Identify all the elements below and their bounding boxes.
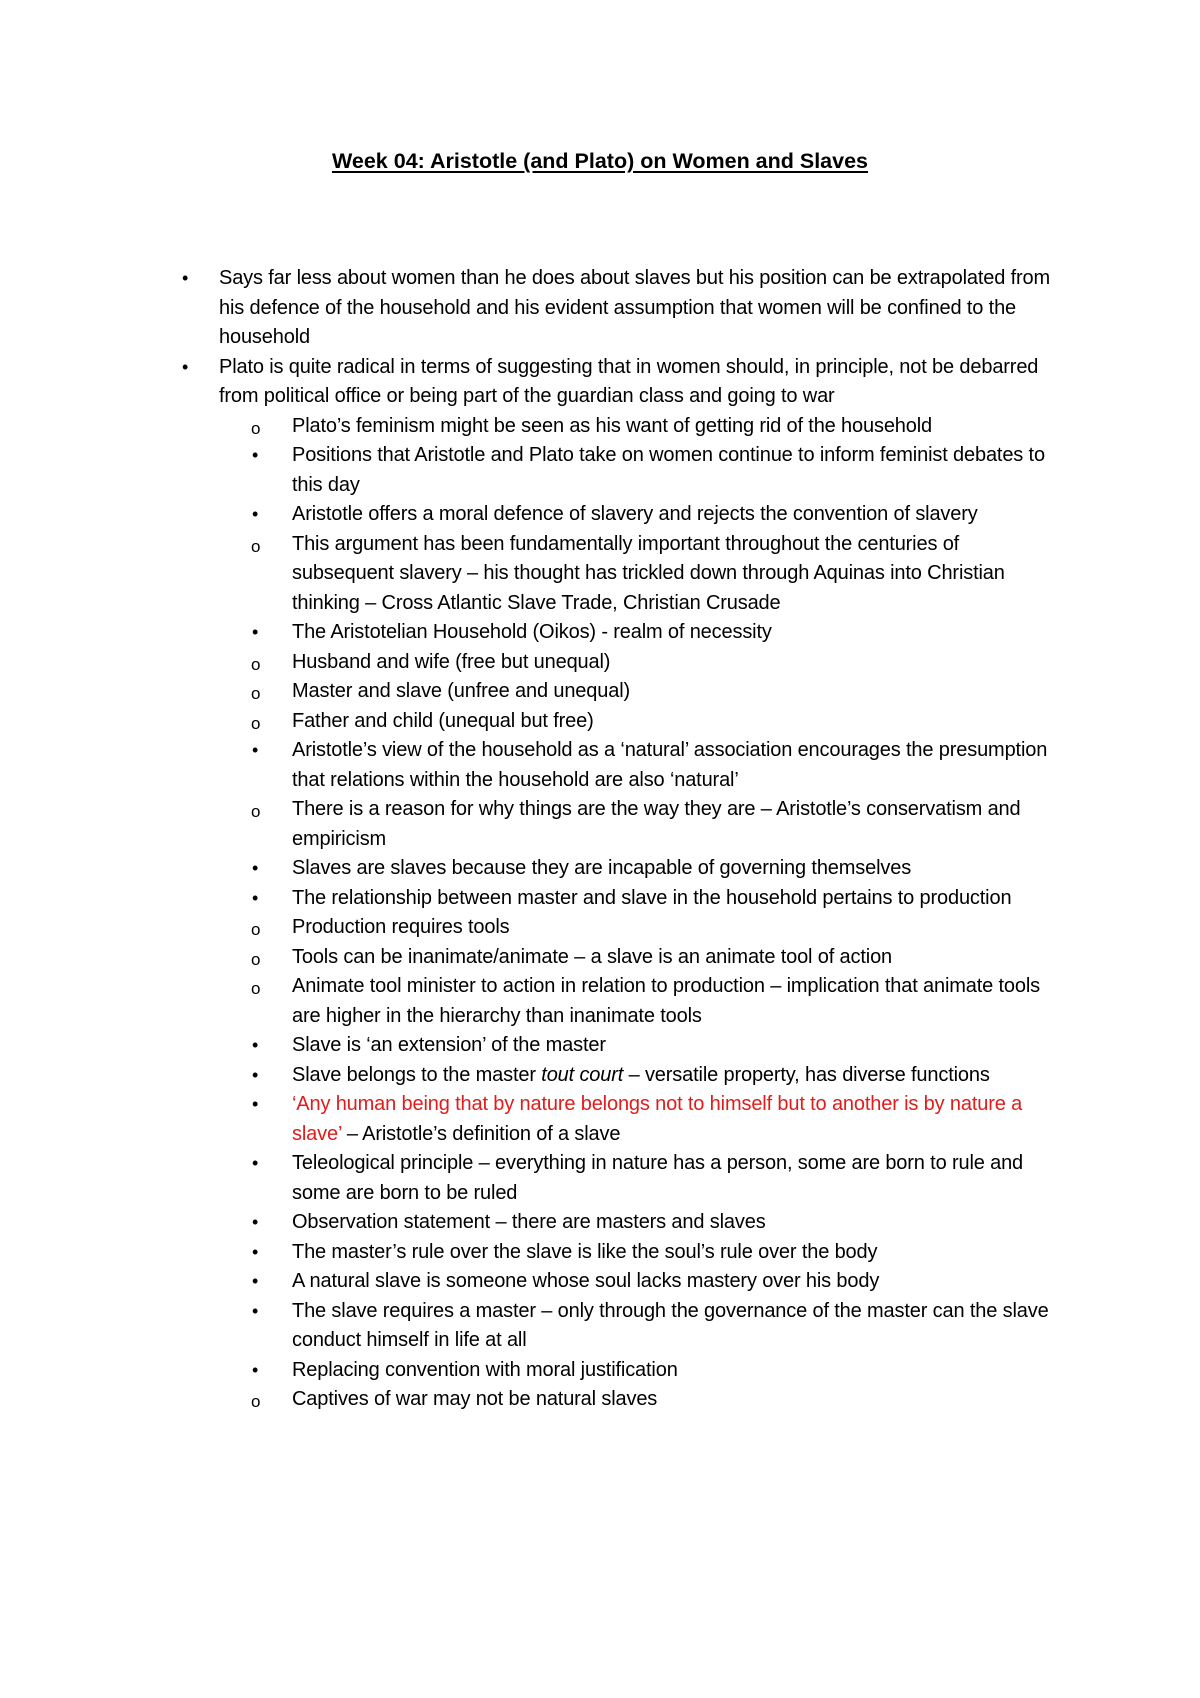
list-item-text: The Aristotelian Household (Oikos) - realm of necessity: [292, 621, 772, 643]
bullet-disc-icon: •: [252, 887, 259, 908]
list-item: [0, 943, 1066, 973]
notes-list: [0, 264, 1200, 1415]
list-item: [0, 264, 1065, 353]
list-item-text: [292, 1093, 1022, 1145]
bullet-disc-icon: •: [252, 1035, 259, 1055]
list-item: [0, 1356, 1066, 1386]
list-item: [0, 707, 1066, 737]
list-item-text: Tools can be inanimate/animate – a slave is an animate tool of action: [292, 945, 893, 968]
list-item: [0, 795, 1066, 854]
list-item: [0, 677, 1066, 707]
list-item-text: [292, 1064, 990, 1086]
list-item-text: Captives of war may not be natural slaves: [292, 1388, 658, 1410]
bullet-circle-icon: o: [251, 536, 261, 556]
list-item-text: Plato’s feminism might be seen as his want of getting rid of the household: [292, 414, 933, 437]
list-item-text: A natural slave is someone whose soul lacks mastery over his body: [292, 1270, 880, 1292]
list-item: [0, 1031, 1066, 1061]
list-item-text: Replacing convention with moral justification: [292, 1358, 678, 1381]
bullet-disc-icon: •: [252, 1094, 259, 1114]
list-item-text: Positions that Aristotle and Plato take on women continue to inform feminist debates to this day: [292, 444, 1045, 496]
text-segment: – Aristotle’s definition of a slave: [341, 1122, 621, 1145]
list-item-text: Slave is ‘an extension’ of the master: [292, 1034, 606, 1056]
bullet-disc-icon: •: [252, 1300, 259, 1321]
text-segment: – versatile property, has diverse functions: [623, 1063, 990, 1086]
list-item-text: Aristotle’s view of the household as a ‘natural’ association encourages the presumption that relations within the household are also ‘natural’: [292, 739, 1048, 791]
list-item-text: Slaves are slaves because they are incapable of governing themselves: [292, 857, 912, 879]
list-item: [0, 1385, 1066, 1415]
list-item-text: Animate tool minister to action in relation to production – implication that animate tools are higher in the hierarchy than inanimate tools: [292, 975, 1041, 1027]
list-item-text: The slave requires a master – only through the governance of the master can the slave conduct himself in life at all: [292, 1299, 1049, 1351]
list-item: [0, 1208, 1066, 1238]
list-item-text: There is a reason for why things are the way they are – Aristotle’s conservatism and empiricism: [292, 798, 1021, 850]
text-segment: Slave belongs to the master: [292, 1063, 542, 1086]
bullet-circle-icon: o: [251, 802, 261, 821]
list-item-text: Observation statement – there are masters and slaves: [292, 1211, 766, 1233]
list-item-text: Production requires tools: [292, 916, 510, 938]
bullet-disc-icon: •: [252, 1064, 259, 1085]
list-item-text: Aristotle offers a moral defence of slavery and rejects the convention of slavery: [292, 503, 978, 525]
bullet-circle-icon: o: [251, 1392, 261, 1411]
list-item: [0, 736, 1066, 795]
list-item: [0, 884, 1066, 914]
list-item: [0, 500, 1066, 530]
bullet-disc-icon: •: [252, 1153, 259, 1173]
bullet-circle-icon: o: [251, 949, 261, 969]
bullet-circle-icon: o: [251, 418, 261, 438]
list-item: [0, 353, 1065, 412]
list-item: [0, 972, 1066, 1031]
bullet-disc-icon: •: [252, 1359, 259, 1380]
list-item: [0, 1149, 1066, 1208]
bullet-circle-icon: o: [251, 654, 261, 674]
list-item: [0, 648, 1066, 678]
list-item-text: Father and child (unequal but free): [292, 709, 594, 732]
bullet-disc-icon: •: [252, 445, 259, 465]
bullet-disc-icon: •: [252, 622, 259, 642]
list-item: [0, 412, 1066, 442]
list-item-text: This argument has been fundamentally important throughout the centuries of subsequent slavery – his thought has trickled down through Aquinas into Christian thinking – Cross Atlantic Slave Trade, Christian Crusade: [292, 532, 1005, 614]
list-item-text: Husband and wife (free but unequal): [292, 650, 611, 673]
bullet-disc-icon: •: [182, 268, 189, 288]
bullet-disc-icon: •: [252, 740, 259, 760]
bullet-circle-icon: o: [251, 713, 261, 733]
bullet-circle-icon: o: [251, 684, 261, 703]
page-title: Week 04: Aristotle (and Plato) on Women and Slaves: [331, 149, 869, 173]
list-item-text: Says far less about women than he does about slaves but his position can be extrapolated from his defence of the household and his evident assumption that women will be confined to the household: [219, 267, 1051, 348]
list-item: [0, 618, 1066, 648]
list-item: [0, 1267, 1066, 1297]
bullet-disc-icon: •: [252, 1271, 259, 1291]
bullet-disc-icon: •: [252, 858, 259, 878]
bullet-circle-icon: o: [251, 979, 261, 998]
bullet-disc-icon: •: [252, 1241, 259, 1262]
list-item: [0, 1297, 1066, 1356]
bullet-disc-icon: •: [252, 504, 259, 524]
bullet-circle-icon: o: [251, 920, 261, 939]
list-item: [0, 1238, 1066, 1268]
list-item: [0, 854, 1066, 884]
list-item: [0, 913, 1066, 943]
list-item-text: Master and slave (unfree and unequal): [292, 680, 630, 702]
list-item-text: The master’s rule over the slave is like the soul’s rule over the body: [292, 1240, 878, 1263]
list-item: [0, 1090, 1066, 1149]
italic-phrase: tout court: [541, 1063, 624, 1086]
highlighted-quote: ‘Any human being that by nature belongs not to himself but to another is by nature a slave’: [292, 1093, 1023, 1145]
list-item: [0, 441, 1066, 500]
list-item-text: The relationship between master and slave in the household pertains to production: [292, 886, 1012, 909]
list-item-text: Teleological principle – everything in nature has a person, some are born to rule and some are born to be ruled: [292, 1152, 1024, 1204]
list-item: [0, 1061, 1066, 1091]
bullet-disc-icon: •: [252, 1212, 259, 1232]
bullet-disc-icon: •: [182, 356, 189, 377]
list-item-text: Plato is quite radical in terms of suggesting that in women should, in principle, not be debarred from political office or being part of the guardian class and going to war: [219, 355, 1039, 407]
list-item: [0, 530, 1066, 619]
